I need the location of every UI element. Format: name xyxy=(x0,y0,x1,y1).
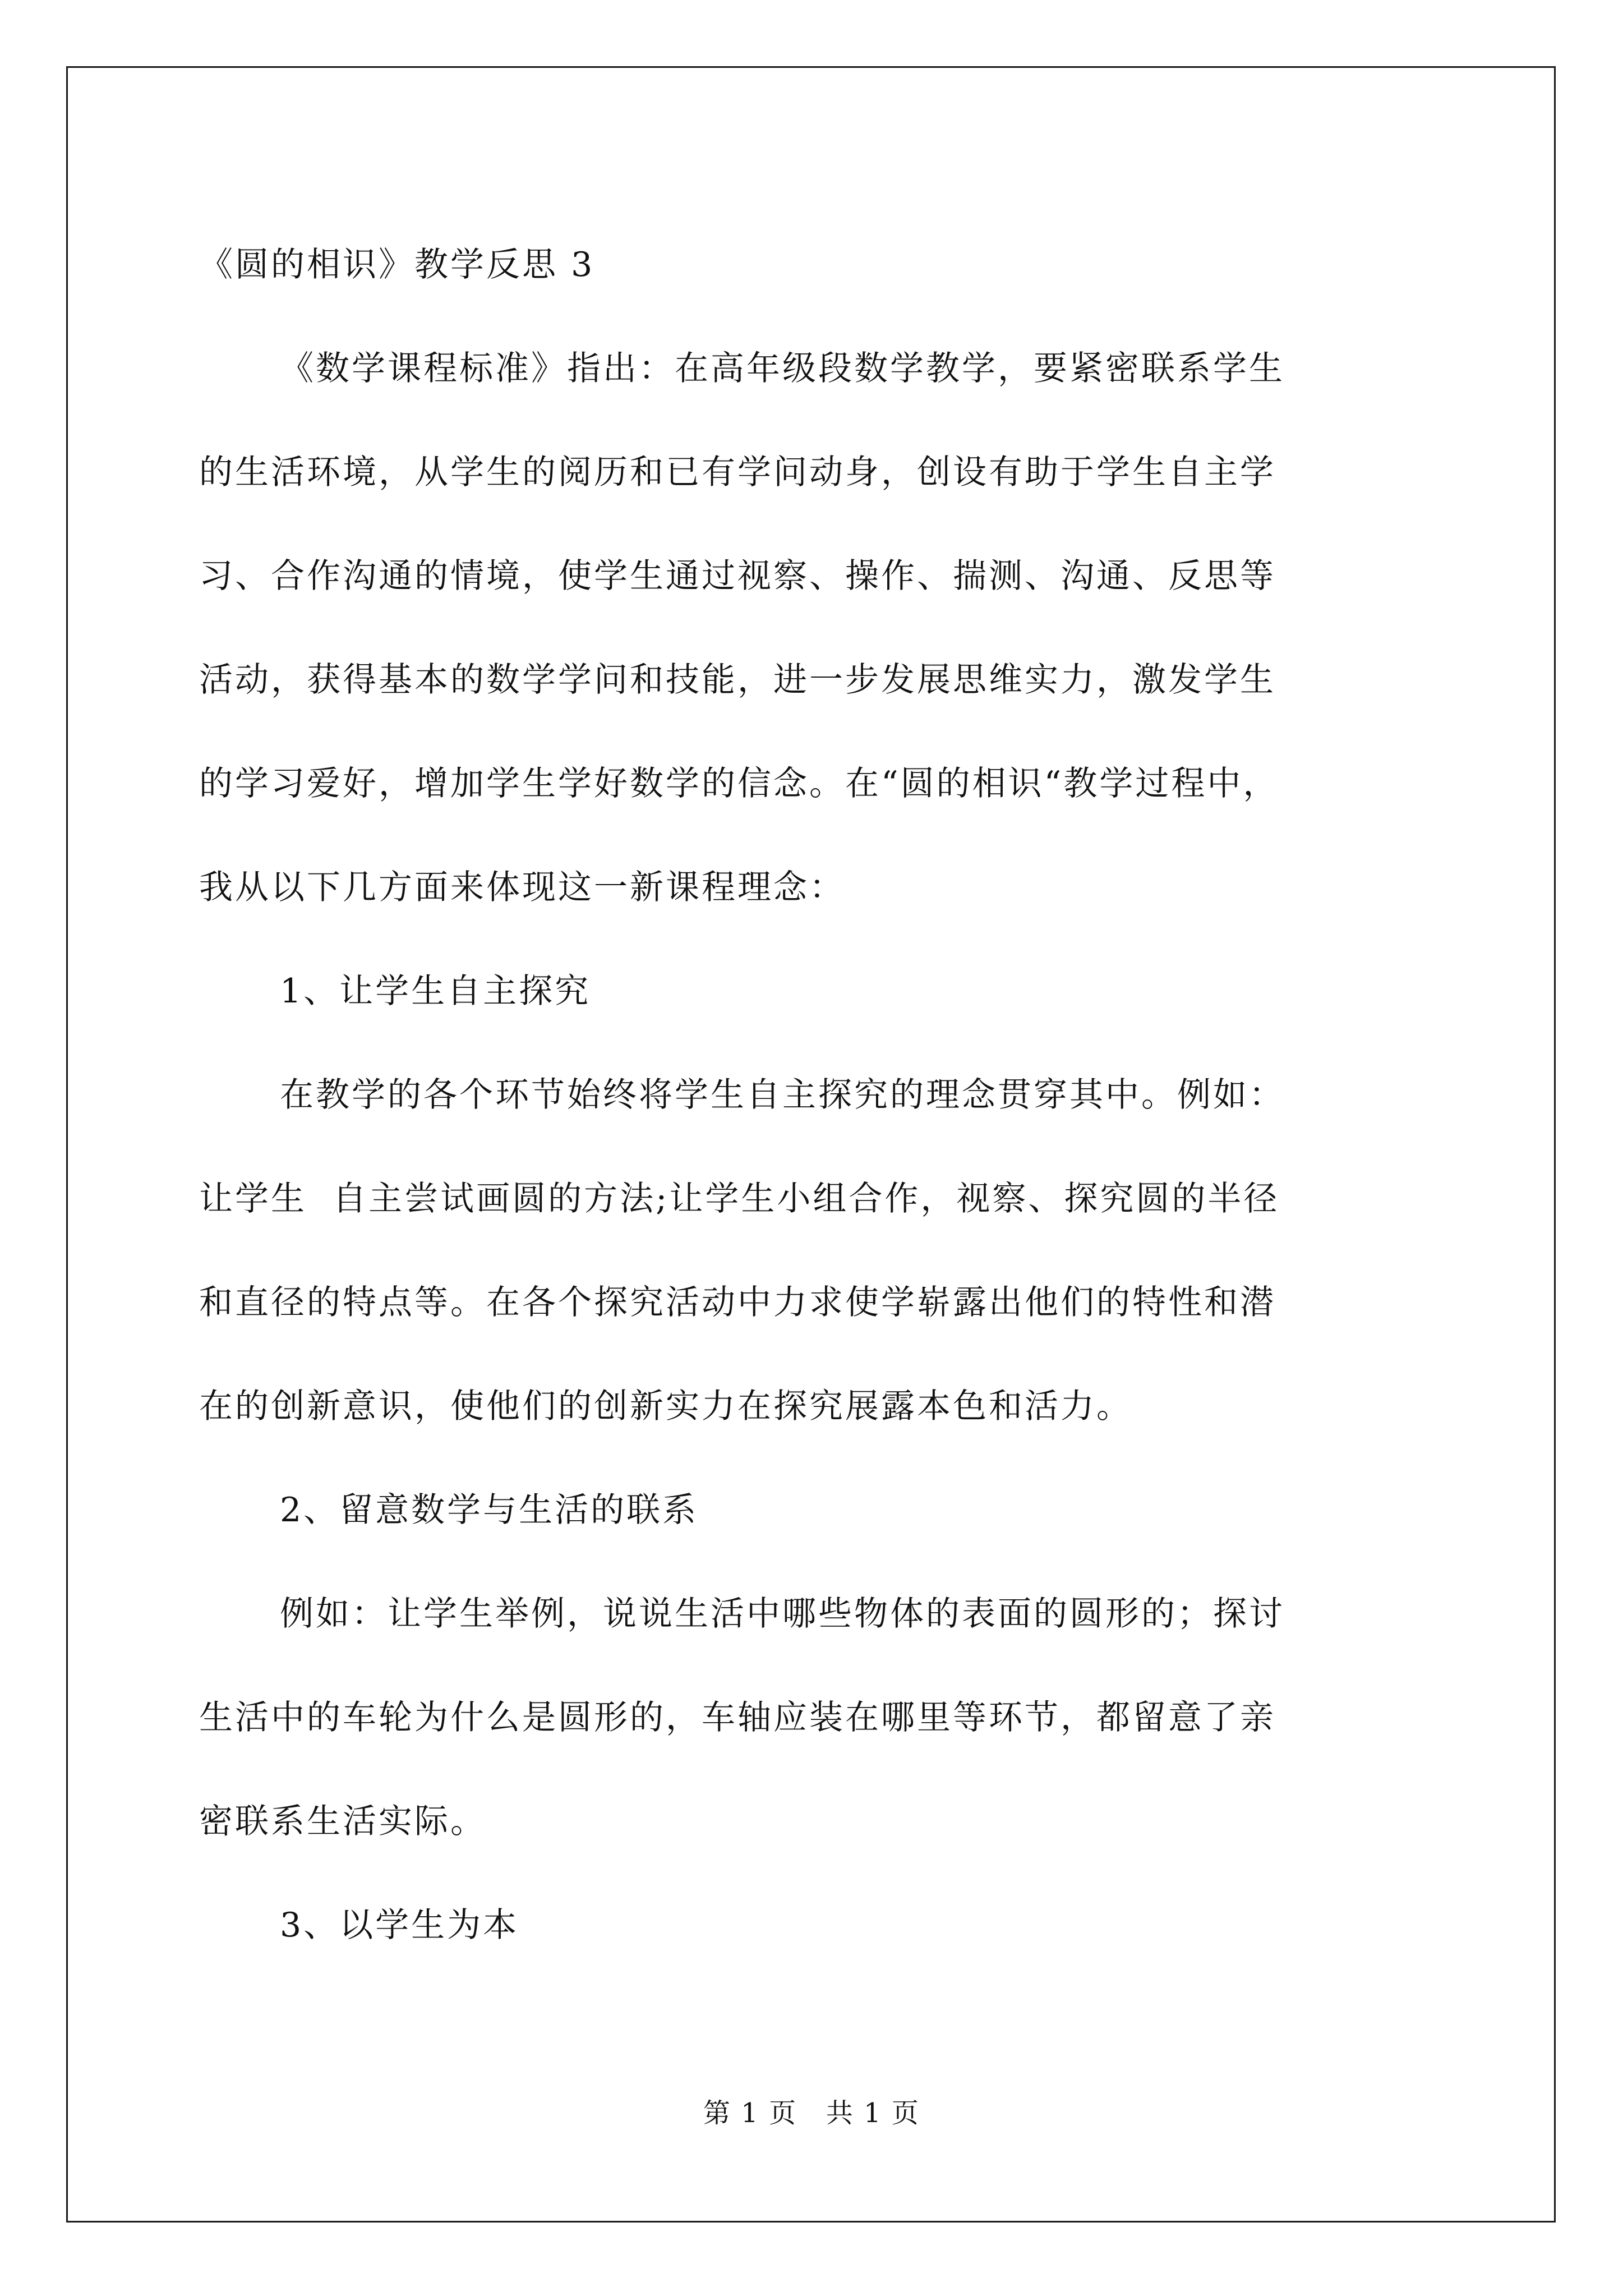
paragraph-line: 《数学课程标准》指出：在高年级段数学教学，要紧密联系学生 xyxy=(280,349,1285,388)
paragraph-line: 活动，获得基本的数学学问和技能，进一步发展思维实力，激发学生 xyxy=(199,660,1276,700)
paragraph-line: 在的创新意识，使他们的创新实力在探究展露本色和活力。 xyxy=(199,1387,1132,1426)
paragraph-line: 我从以下几方面来体现这一新课程理念： xyxy=(199,868,845,907)
paragraph-line: 让学生 自主尝试画圆的方法;让学生小组合作，视察、探究圆的半径 xyxy=(199,1179,1280,1218)
section-heading: 2、留意数学与生活的联系 xyxy=(280,1490,699,1530)
paragraph-line: 的学习爱好，增加学生学好数学的信念。在“圆的相识“教学过程中， xyxy=(199,764,1279,803)
paragraph-line: 和直径的特点等。在各个探究活动中力求使学崭露出他们的特性和潜 xyxy=(199,1283,1276,1322)
paragraph-line: 的生活环境，从学生的阅历和已有学问动身，创设有助于学生自主学 xyxy=(199,453,1276,492)
paragraph-line: 在教学的各个环节始终将学生自主探究的理念贯穿其中。例如： xyxy=(280,1075,1285,1115)
section-heading: 1、让学生自主探究 xyxy=(280,972,591,1011)
paragraph-line: 生活中的车轮为什么是圆形的，车轴应装在哪里等环节，都留意了亲 xyxy=(199,1698,1276,1737)
document-body xyxy=(199,213,1427,1977)
section-heading: 3、以学生为本 xyxy=(280,1906,519,1945)
paragraph-line: 密联系生活实际。 xyxy=(199,1802,486,1841)
paragraph-line: 例如：让学生举例，说说生活中哪些物体的表面的圆形的；探讨 xyxy=(280,1594,1285,1634)
page-footer: 第 1 页 共 1 页 xyxy=(703,2097,920,2129)
paragraph-line: 习、合作沟通的情境，使学生通过视察、操作、揣测、沟通、反思等 xyxy=(199,556,1276,596)
document-title: 《圆的相识》教学反思 3 xyxy=(199,245,595,284)
